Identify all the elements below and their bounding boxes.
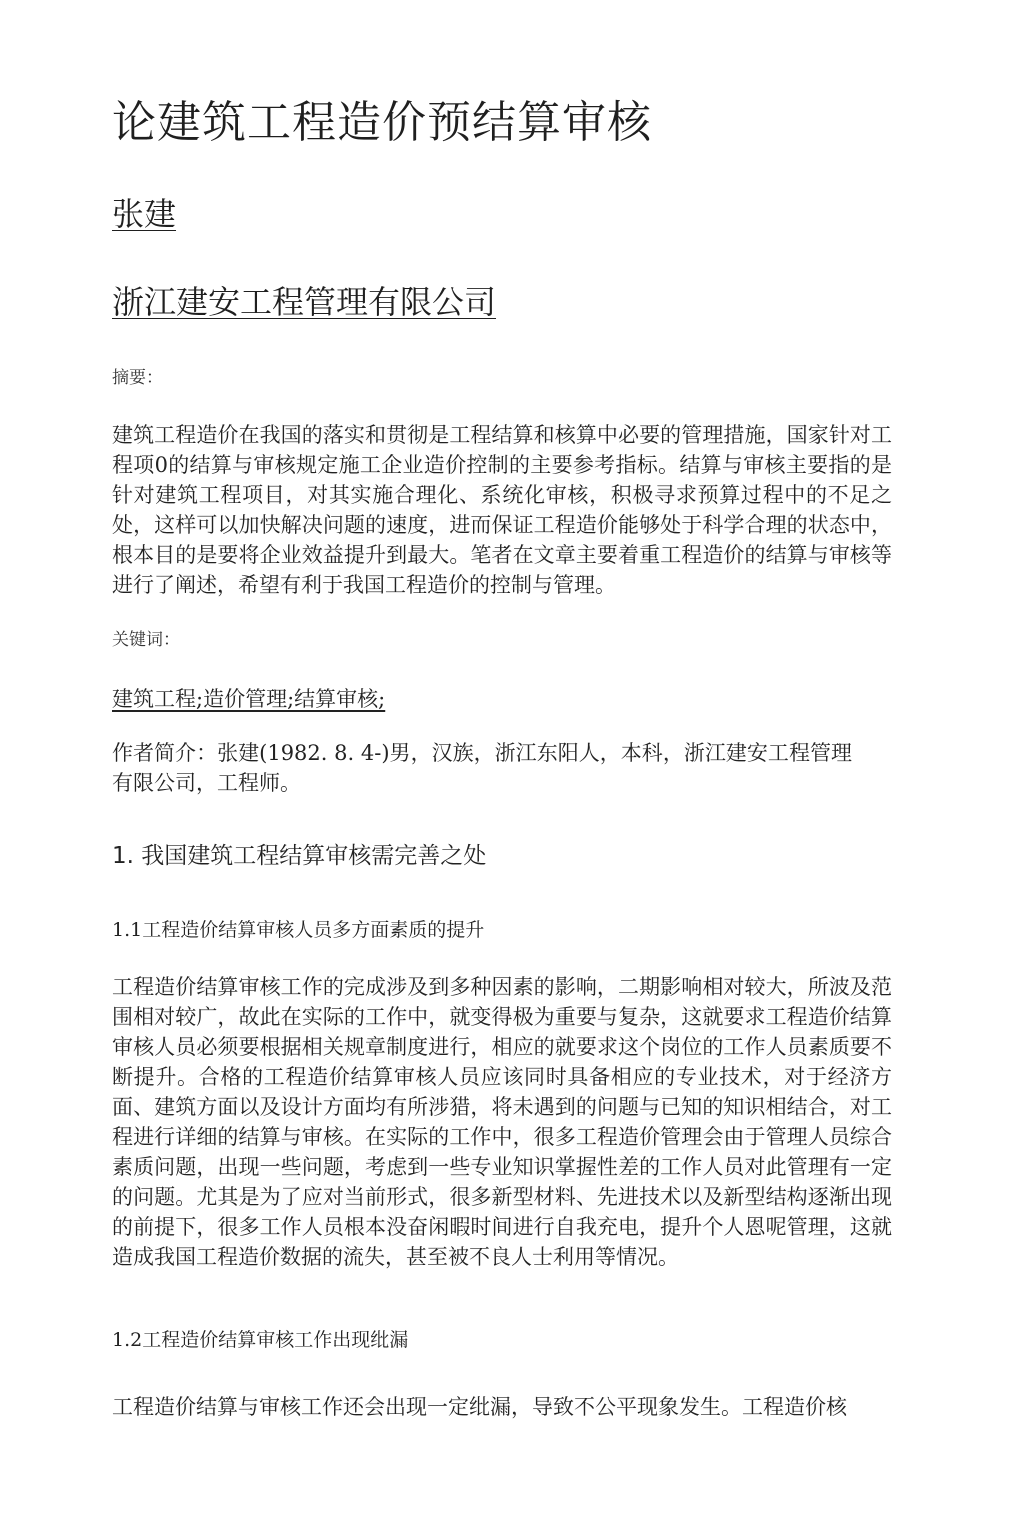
section-1-1-text: 工程造价结算审核工作的完成涉及到多种因素的影响，二期影响相对较大，所波及范围相对较广，故此在实际的工作中，就变得极为重要与复杂，这就要求工程造价结算审核人员必须要根据相关规章制度进行，相应的就要求这个岗位的工作人员素质要不断提升。合格的工程造价结算审核人员应该同时具备相应的专业技术，对于经济方面、建筑方面以及设计方面均有所涉猎，将未遇到的问题与已知的知识相结合，对工程进行详细的结算与审核。在实际的工作中，很多工程造价管理会由于管理人员综合素质问题，出现一些问题，考虑到一些专业知识掌握性差的工作人员对此管理有一定的问题。尤其是为了应对当前形式，很多新型材料、先进技术以及新型结构逐渐出现的前提下，很多工作人员根本没奋闲暇时间进行自我充电，提升个人恩呢管理，这就造成我国工程造价数据的流失，甚至被不良人士利用等情况。	[112, 975, 892, 1269]
author-bio: 作者简介：张建(1982. 8. 4-)男，汉族，浙江东阳人，本科，浙江建安工程管理有限公司，工程师。	[112, 741, 852, 795]
author-name: 张建	[112, 195, 177, 233]
document-title: 论建筑工程造价预结算审核	[112, 97, 652, 148]
abstract-label: 摘要：	[112, 368, 163, 388]
author-affiliation: 浙江建安工程管理有限公司	[112, 283, 497, 321]
keywords-label: 关键词：	[112, 630, 180, 650]
abstract-text: 建筑工程造价在我国的落实和贯彻是工程结算和核算中必要的管理措施，国家针对工程项0的结算与审核规定施工企业造价控制的主要参考指标。结算与审核主要指的是针对建筑工程项目，对其实施合理化、系统化审核，积极寻求预算过程中的不足之处，这样可以加快解决问题的速度，进而保证工程造价能够处于科学合理的状态中，根本目的是要将企业效益提升到最大。笔者在文章主要着重工程造价的结算与审核等进行了阐述，希望有利于我国工程造价的控制与管理。	[112, 423, 892, 597]
section-1-2-heading: 1.2工程造价结算审核工作出现纰漏	[112, 1329, 409, 1351]
section-1-2-text: 工程造价结算与审核工作还会出现一定纰漏，导致不公平现象发生。工程造价核	[112, 1395, 847, 1419]
keywords-text: 建筑工程;造价管理;结算审核;	[112, 687, 386, 711]
section-1-heading: 1. 我国建筑工程结算审核需完善之处	[112, 843, 487, 869]
section-1-1-heading: 1.1工程造价结算审核人员多方面素质的提升	[112, 919, 485, 941]
